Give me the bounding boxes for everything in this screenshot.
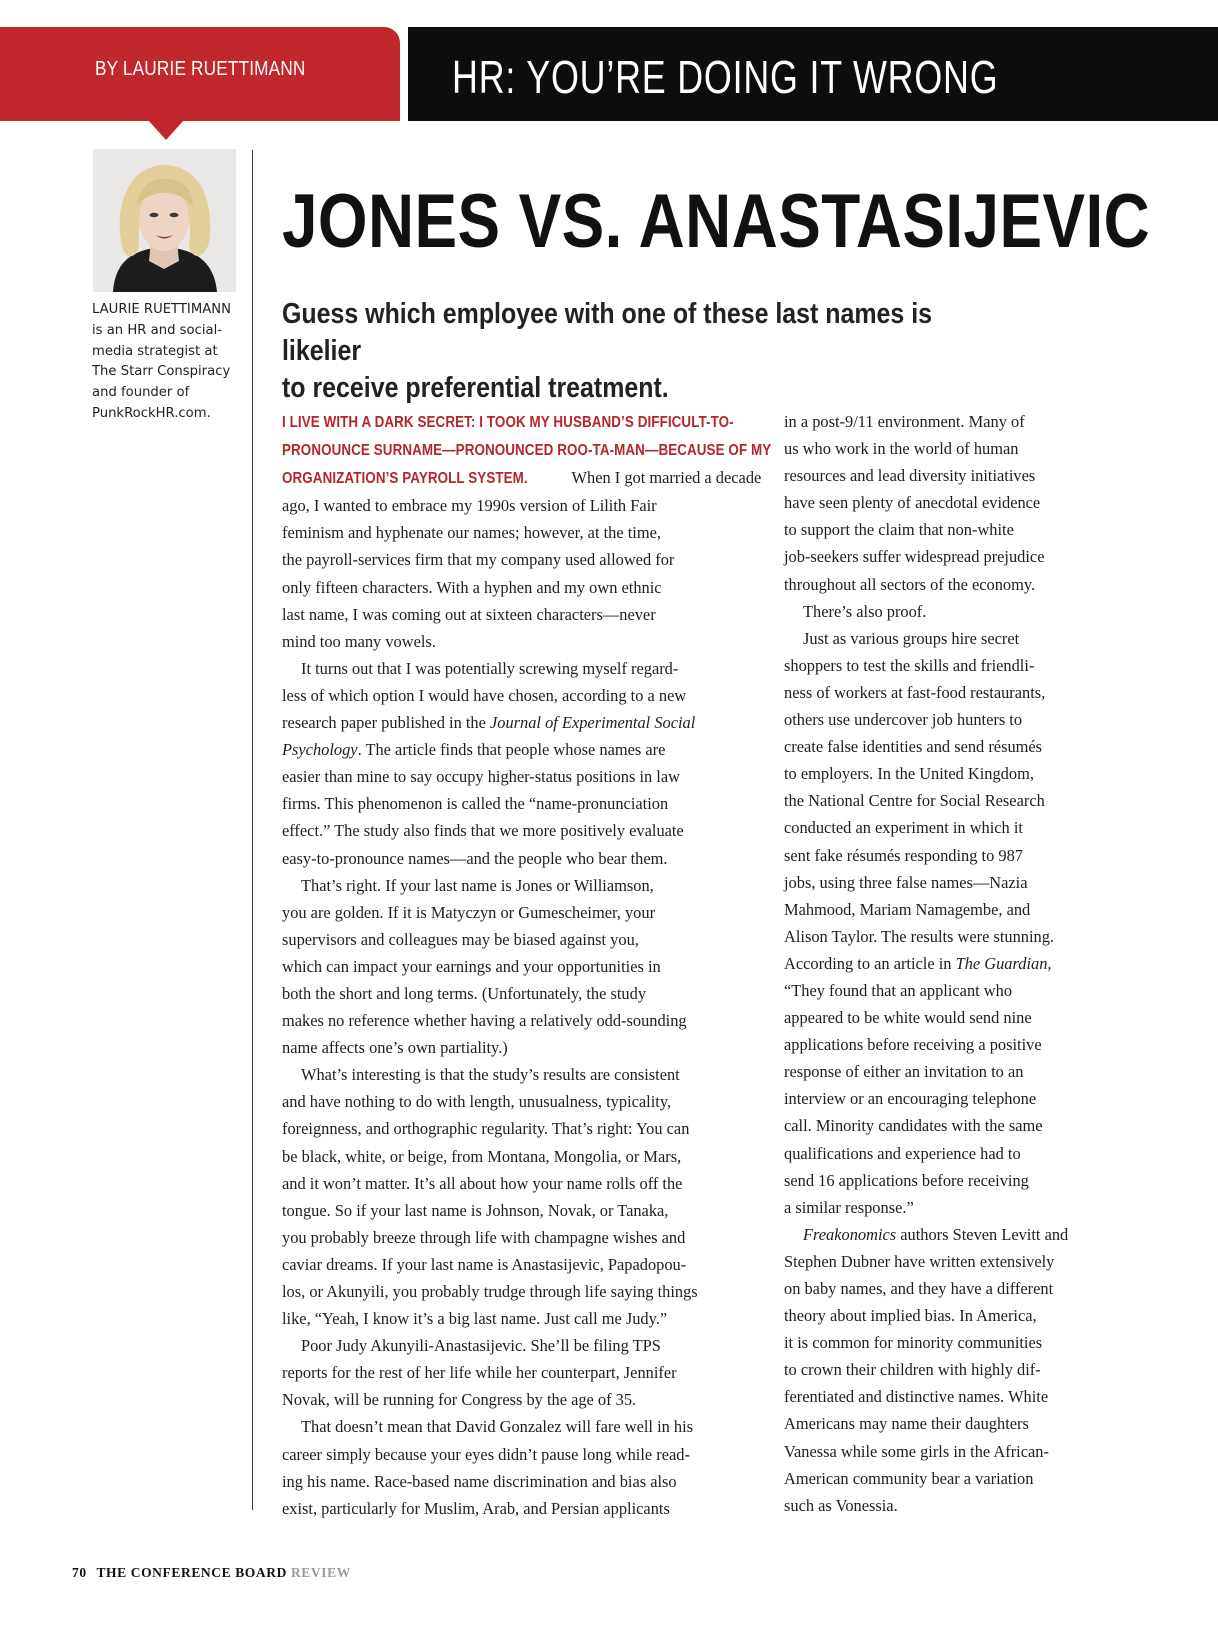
deck-line: to receive preferential treatment.: [282, 372, 669, 404]
body-line: What’s interesting is that the study’s results are consistent: [301, 1065, 680, 1085]
body-line: you are golden. If it is Matyczyn or Gumescheimer, your: [282, 902, 656, 922]
lead-in: PRONOUNCE SURNAME—PRONOUNCED ROO-TA-MAN—BECAUSE OF MY: [282, 442, 772, 460]
body-line: jobs, using three false names—Nazia: [784, 872, 1028, 892]
body-line: When I got married a decade: [567, 468, 762, 488]
body-line: and have nothing to do with length, unusualness, typicality,: [282, 1092, 672, 1112]
article-deck: [282, 296, 987, 407]
body-line: los, or Akunyili, you probably trudge through life saying things: [282, 1282, 698, 1301]
body-line: According to an article in The Guardian,: [784, 953, 1052, 973]
body-line: like, “Yeah, I know it’s a big last name. Just call me Judy.”: [282, 1309, 668, 1329]
author-bio: [92, 300, 242, 425]
body-line: you probably breeze through life with champagne wishes and: [282, 1227, 686, 1247]
body-line: mind too many vowels.: [282, 631, 436, 651]
body-line: That doesn’t mean that David Gonzalez will fare well in his: [301, 1417, 694, 1437]
body-line: Novak, will be running for Congress by the age of 35.: [282, 1390, 637, 1410]
body-line: firms. This phenomenon is called the “name-pronunciation: [282, 794, 669, 814]
body-line: have seen plenty of anecdotal evidence: [784, 493, 1041, 513]
body-line: research paper published in the Journal of Experimental Social: [282, 713, 696, 733]
body-line: in a post-9/11 environment. Many of: [784, 412, 1025, 431]
body-line: the payroll-services firm that my company used allowed for: [282, 550, 675, 570]
body-line: ing his name. Race-based name discrimination and bias also: [282, 1471, 677, 1491]
lead-in-line: [282, 436, 772, 464]
body-line: less of which option I would have chosen, according to a new: [282, 685, 687, 705]
body-line: applications before receiving a positive: [784, 1035, 1042, 1055]
body-line: easier than mine to say occupy higher-status positions in law: [282, 767, 680, 787]
body-line: caviar dreams. If your last name is Anastasijevic, Papadopou-: [282, 1254, 687, 1274]
body-line: a similar response.”: [784, 1197, 914, 1217]
body-line: to support the claim that non-white: [784, 520, 1014, 540]
body-line: response of either an invitation to an: [784, 1062, 1024, 1082]
article-column-1: [282, 408, 772, 1522]
byline: BY LAURIE RUETTIMANN: [95, 58, 306, 80]
deck-line: Guess which employee with one of these last names is likelier: [282, 298, 933, 367]
body-line: There’s also proof.: [803, 601, 927, 621]
body-line: qualifications and experience had to: [784, 1143, 1021, 1163]
body-line: easy-to-pronounce names—and the people who bear them.: [282, 848, 668, 868]
author-bio-line: PunkRockHR.com.: [92, 405, 211, 421]
body-line: theory about implied bias. In America,: [784, 1306, 1037, 1326]
body-line: supervisors and colleagues may be biased against you,: [282, 929, 639, 949]
author-name: LAURIE RUETTIMANN: [92, 302, 231, 317]
body-line: on baby names, and they have a different: [784, 1279, 1054, 1298]
author-bio-line: The Starr Conspiracy: [92, 364, 231, 380]
body-line: It turns out that I was potentially screwing myself regard-: [301, 658, 679, 678]
body-line: resources and lead diversity initiatives: [784, 466, 1036, 486]
author-portrait-image: [93, 149, 236, 292]
body-line: tongue. So if your last name is Johnson, Novak, or Tanaka,: [282, 1200, 669, 1220]
author-bio-line: and founder of: [92, 385, 190, 401]
body-line: effect.” The study also finds that we more positively evaluate: [282, 821, 684, 841]
page-number: 70: [72, 1565, 87, 1580]
body-line: “They found that an applicant who: [784, 980, 1013, 1000]
body-line: Mahmood, Mariam Namagembe, and: [784, 899, 1031, 919]
article-column-2: [784, 408, 1114, 1519]
body-line: the National Centre for Social Research: [784, 791, 1045, 811]
byline-pointer: [148, 120, 184, 140]
body-line: such as Vonessia.: [784, 1495, 898, 1515]
body-line: Stephen Dubner have written extensively: [784, 1251, 1055, 1271]
body-line: others use undercover job hunters to: [784, 710, 1023, 730]
body-line: Vanessa while some girls in the African-: [784, 1441, 1049, 1461]
body-line: exist, particularly for Muslim, Arab, and Persian applicants: [282, 1498, 670, 1518]
body-line: conducted an experiment in which it: [784, 818, 1023, 838]
body-line: interview or an encouraging telephone: [784, 1089, 1037, 1109]
page-footer: [72, 1565, 351, 1581]
author-bio-line: is an HR and social-: [92, 322, 222, 338]
body-line: Just as various groups hire secret: [803, 628, 1020, 648]
body-line: both the short and long terms. (Unfortunately, the study: [282, 983, 647, 1003]
body-line: reports for the rest of her life while her counterpart, Jennifer: [282, 1363, 677, 1383]
body-line: last name, I was coming out at sixteen characters—never: [282, 604, 656, 624]
body-line: ago, I wanted to embrace my 1990s version of Lilith Fair: [282, 496, 657, 516]
body-line: name affects one’s own partiality.): [282, 1038, 508, 1058]
lead-in: ORGANIZATION’S PAYROLL SYSTEM.: [282, 470, 528, 488]
body-line: ferentiated and distinctive names. White: [784, 1387, 1049, 1407]
body-line: ness of workers at fast-food restaurants,: [784, 682, 1046, 702]
body-line: it is common for minority communities: [784, 1333, 1043, 1353]
sidebar-divider: [252, 150, 253, 1510]
publication-name: THE CONFERENCE BOARD: [96, 1565, 287, 1580]
lead-in-line: [282, 464, 762, 492]
lead-in: I LIVE WITH A DARK SECRET: I TOOK MY HUSBAND’S DIFFICULT-TO-: [282, 414, 734, 431]
body-line: to crown their children with highly dif-: [784, 1360, 1041, 1380]
body-line: us who work in the world of human: [784, 439, 1019, 459]
body-line: be black, white, or beige, from Montana, Mongolia, or Mars,: [282, 1146, 682, 1166]
author-bio-line: media strategist at: [92, 343, 218, 359]
body-line: sent fake résumés responding to 987: [784, 845, 1023, 865]
body-line: Alison Taylor. The results were stunning.: [784, 926, 1055, 946]
body-line: which can impact your earnings and your opportunities in: [282, 956, 661, 976]
body-line: only fifteen characters. With a hyphen and my own ethnic: [282, 577, 662, 597]
body-line: appeared to be white would send nine: [784, 1008, 1032, 1028]
author-photo: [93, 149, 236, 292]
body-line: Psychology. The article finds that people whose names are: [282, 740, 666, 760]
body-line: throughout all sectors of the economy.: [784, 574, 1036, 594]
article-headline: JONES VS. ANASTASIJEVIC: [282, 179, 1151, 264]
body-line: job-seekers suffer widespread prejudice: [784, 547, 1045, 567]
lead-in-line: [282, 408, 752, 436]
body-line: Freakonomics authors Steven Levitt and: [803, 1224, 1069, 1244]
body-line: call. Minority candidates with the same: [784, 1116, 1043, 1136]
body-line: and it won’t matter. It’s all about how your name rolls off the: [282, 1173, 683, 1193]
body-line: American community bear a variation: [784, 1468, 1034, 1488]
body-line: Poor Judy Akunyili-Anastasijevic. She’ll be filing TPS: [301, 1336, 661, 1356]
body-line: foreignness, and orthographic regularity. That’s right: You can: [282, 1119, 690, 1139]
body-line: That’s right. If your last name is Jones or Williamson,: [301, 875, 654, 895]
body-line: send 16 applications before receiving: [784, 1170, 1029, 1190]
body-line: feminism and hyphenate our names; however, at the time,: [282, 523, 661, 543]
body-line: career simply because your eyes didn’t pause long while read-: [282, 1444, 690, 1464]
column-title: HR: YOU’RE DOING IT WRONG: [452, 51, 999, 103]
body-line: shoppers to test the skills and friendli-: [784, 655, 1035, 675]
body-line: Americans may name their daughters: [784, 1414, 1029, 1434]
body-line: makes no reference whether having a relatively odd-sounding: [282, 1011, 687, 1031]
body-line: create false identities and send résumés: [784, 737, 1043, 757]
body-line: to employers. In the United Kingdom,: [784, 764, 1034, 784]
publication-suffix: REVIEW: [290, 1565, 351, 1580]
